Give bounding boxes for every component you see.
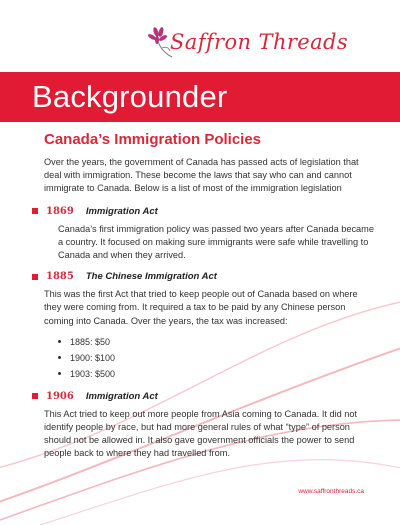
section-1885	[44, 271, 374, 382]
bullet-dot-icon	[58, 356, 61, 359]
red-square-icon	[32, 393, 38, 399]
section-heading	[32, 271, 374, 282]
section-heading	[32, 206, 374, 217]
section-year: 1869	[46, 205, 74, 217]
brand-logo	[148, 26, 388, 66]
banner-title: Backgrounder	[32, 79, 228, 114]
intro-paragraph: Over the years, the government of Canada has passed acts of legislation that deal with immigration. These become the laws that say who can and cannot immigrate to Canada. Below is a list of most of the immigration legislation	[44, 157, 359, 194]
section-1869	[44, 206, 374, 263]
section-heading	[32, 391, 374, 402]
bullet-dot-icon	[58, 372, 61, 375]
section-text: This Act tried to keep out more people from Asia coming to Canada. It did not identify people by race, but had more general rules of what “type” of person should not be allowed in. It also gave government officials the power to send people back to where they had travelled from.	[44, 408, 358, 459]
section-act-name: Immigration Act	[85, 390, 158, 402]
red-square-icon	[32, 274, 38, 280]
section-act-name: The Chinese Immigration Act	[85, 271, 217, 283]
list-item: 1900: $100	[58, 350, 374, 366]
section-act-name: Immigration Act	[85, 205, 158, 217]
document-title: Canada’s Immigration Policies	[44, 131, 262, 148]
website-link[interactable]: www.saffronthreads.ca	[298, 488, 364, 495]
bullet-dot-icon	[58, 340, 61, 343]
list-item: 1885: $50	[58, 334, 374, 350]
section-text: Canada’s first immigration policy was passed two years after Canada became a country. It focused on making sure immigrants were safe while travelling to Canada and when they arrived.	[58, 223, 374, 261]
red-square-icon	[32, 208, 38, 214]
list-item: 1903: $500	[58, 366, 374, 382]
brand-name: Saffron Threads	[170, 30, 349, 54]
section-year: 1885	[46, 271, 74, 283]
header-banner	[0, 72, 400, 122]
section-year: 1906	[46, 390, 74, 402]
section-1906	[44, 391, 374, 461]
document-body	[44, 131, 374, 470]
section-text: This was the first Act that tried to keep people out of Canada based on where they were coming from. It required a tax to be paid by any Chinese person coming into Canada. Over the years, the tax was increased:	[44, 289, 358, 326]
tax-list	[44, 334, 374, 382]
